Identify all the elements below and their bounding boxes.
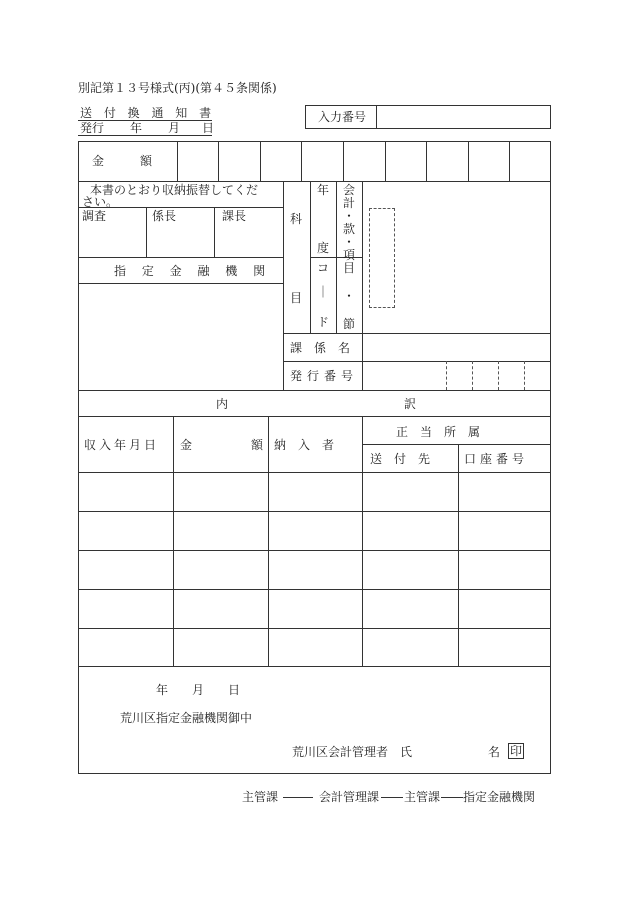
routing-1: 主管課 [242,790,279,804]
col-amount-gaku: 額 [251,438,264,452]
footer-day: 日 [228,683,241,697]
approval-stamp-kacho[interactable] [215,222,282,256]
breakdown-wake: 訳 [404,397,417,411]
addressee: 荒川区指定金融機関御中 [120,711,253,725]
routing-2: 会計管理課 [319,790,380,804]
routing-3: 主管課 [404,790,441,804]
footer-year: 年 [156,683,169,697]
seal-mark: 印 [510,744,523,758]
subject-ka: 科 [290,212,303,226]
code-label: コ ｜ ド [316,261,329,329]
approval-kacho: 課長 [222,209,247,223]
table-row[interactable] [79,629,550,665]
request-text-1: 本書のとおり収納振替してくだ [90,183,259,197]
col-amount-kin: 金 [180,438,193,452]
table-row[interactable] [79,473,550,510]
breakdown-uchi: 内 [216,397,229,411]
issue-day: 日 [202,121,215,135]
col-proper-affiliation: 正 当 所 属 [396,425,481,439]
col-payer: 納 入 者 [274,438,335,452]
amount-label: 金 額 [92,154,153,168]
signer-label: 荒川区会計管理者 氏 [292,745,413,759]
issue-month: 月 [168,121,181,135]
amount-field[interactable] [178,142,550,180]
issue-label: 発行 [80,121,105,135]
input-number-label: 入力番号 [318,110,367,124]
col-destination: 送 付 先 [370,452,431,466]
request-text-2: さい。 [82,195,119,209]
issue-number-label: 発行番号 [290,369,359,383]
account-items-label: 会 計 ・ 款 ・ 項 [342,183,355,262]
col-account-number: 口座番号 [464,452,529,466]
approval-stamp-chousa[interactable] [79,222,145,256]
col-receipt-date: 収入年月日 [84,438,160,452]
signer-name-mei: 名 [488,745,501,759]
table-row[interactable] [79,512,550,549]
item-items-label: 目 ・ 節 [342,261,355,331]
section-name-field[interactable] [363,334,550,361]
designated-bank-label: 指 定 金 融 機 関 [114,264,272,278]
issue-year: 年 [130,121,143,135]
table-row[interactable] [79,551,550,588]
section-name-label: 課 係 名 [290,341,351,355]
issue-number-field[interactable] [363,362,550,389]
form-id: 別記第１３号様式(丙)(第４５条関係) [78,81,277,95]
footer-month: 月 [192,683,205,697]
approval-kakaricho: 係長 [152,209,177,223]
subject-moku: 目 [290,291,303,305]
fiscal-year-nen: 年 [317,183,330,197]
routing-4: 指定金融機関 [463,790,536,804]
approval-chousa: 調査 [82,209,107,223]
table-row[interactable] [79,590,550,627]
fiscal-year-do: 度 [317,241,330,255]
approval-stamp-kakaricho[interactable] [147,222,213,256]
subject-code-entry[interactable] [369,208,395,308]
input-number-field[interactable] [377,106,550,128]
document-title: 送 付 換 通 知 書 [80,106,216,120]
